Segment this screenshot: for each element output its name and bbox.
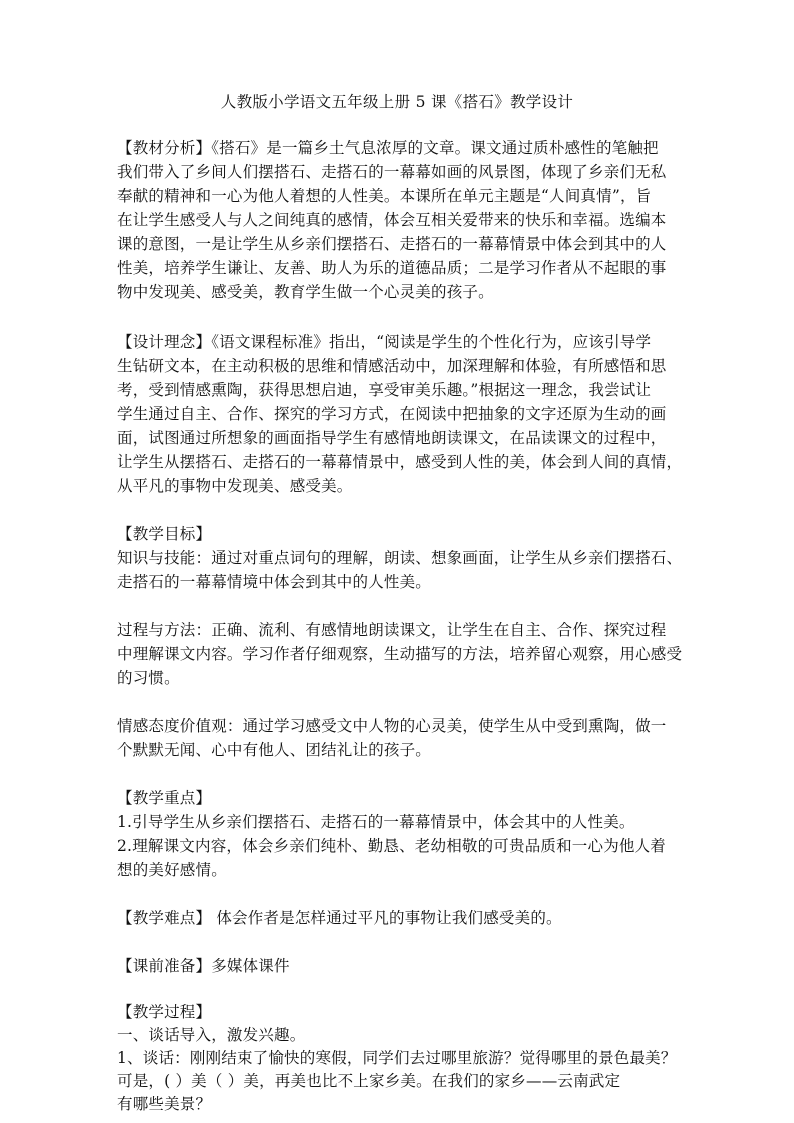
section-heading: 【课前准备】多媒体课件	[117, 957, 290, 975]
text-line: 在让学生感受人与人之间纯真的感情，体会互相关爱带来的快乐和幸福。选编本	[117, 211, 667, 229]
text-line: 的习惯。	[117, 669, 180, 687]
text-line: 【设计理念】《语文课程标准》指出，“阅读是学生的个性化行为，应该引导学	[117, 333, 652, 351]
text-line: 性美，培养学生谦让、友善、助人为乐的道德品质；二是学习作者从不起眼的事	[117, 259, 667, 277]
text-line: 学生通过自主、合作、探究的学习方式，在阅读中把抽象的文字还原为生动的画	[117, 405, 667, 423]
text-line: 课的意图，一是让学生从乡亲们摆搭石、走搭石的一幕幕情景中体会到其中的人	[117, 235, 667, 253]
text-line: 面，试图通过所想象的画面指导学生有感情地朗读课文，在品读课文的过程中，	[117, 429, 667, 447]
section-heading: 【教学难点】 体会作者是怎样通过平凡的事物让我们感受美的。	[117, 909, 562, 927]
document-title: 人教版小学语文五年级上册 5 课《搭石》教学设计	[220, 93, 574, 111]
text-line: 一、谈话导入，激发兴趣。	[117, 1026, 306, 1044]
text-line: 中理解课文内容。学习作者仔细观察，生动描写的方法，培养留心观察，用心感受	[117, 645, 683, 663]
text-line: 【教材分析】《搭石》是一篇乡土气息浓厚的文章。课文通过质朴感性的笔触把	[117, 139, 659, 157]
text-line: 有哪些美景？	[117, 1095, 212, 1113]
text-line: 从平凡的事物中发现美、感受美。	[117, 477, 353, 495]
text-line: 让学生从摆搭石、走搭石的一幕幕情景中，感受到人性的美，体会到人间的真情，	[117, 453, 683, 471]
text-line: 想的美好感情。	[117, 861, 227, 879]
text-line: 物中发现美、感受美，教育学生做一个心灵美的孩子。	[117, 283, 494, 301]
text-line: 生钻研文本，在主动积极的思维和情感活动中，加深理解和体验，有所感悟和思	[117, 357, 667, 375]
text-line: 知识与技能：通过对重点词句的理解，朗读、想象画面，让学生从乡亲们摆搭石、	[117, 549, 683, 567]
section-heading: 【教学目标】	[117, 525, 212, 543]
text-line: 走搭石的一幕幕情境中体会到其中的人性美。	[117, 573, 432, 591]
text-line: 1、谈话：刚刚结束了愉快的寒假，同学们去过哪里旅游？觉得哪里的景色最美？	[117, 1049, 677, 1067]
text-line: 过程与方法：正确、流利、有感情地朗读课文，让学生在自主、合作、探究过程	[117, 621, 667, 639]
text-line: 2.理解课文内容，体会乡亲们纯朴、勤恳、老幼相敬的可贵品质和一心为他人着	[117, 837, 666, 855]
text-line: 考，受到情感熏陶，获得思想启迪，享受审美乐趣。”根据这一理念，我尝试让	[117, 381, 652, 399]
section-heading: 【教学重点】	[117, 789, 212, 807]
section-heading: 【教学过程】	[117, 1003, 212, 1021]
text-line: 可是，( ）美（ ）美，再美也比不上家乡美。在我们的家乡——云南武定	[117, 1072, 621, 1090]
text-line: 奉献的精神和一心为他人着想的人性美。本课所在单元主题是“人间真情”，旨	[117, 187, 652, 205]
text-line: 个默默无闻、心中有他人、团结礼让的孩子。	[117, 741, 432, 759]
text-line: 情感态度价值观：通过学习感受文中人物的心灵美，使学生从中受到熏陶，做一	[117, 717, 667, 735]
text-line: 我们带入了乡间人们摆搭石、走搭石的一幕幕如画的风景图，体现了乡亲们无私	[117, 163, 667, 181]
text-line: 1.引导学生从乡亲们摆搭石、走搭石的一幕幕情景中，体会其中的人性美。	[117, 813, 635, 831]
